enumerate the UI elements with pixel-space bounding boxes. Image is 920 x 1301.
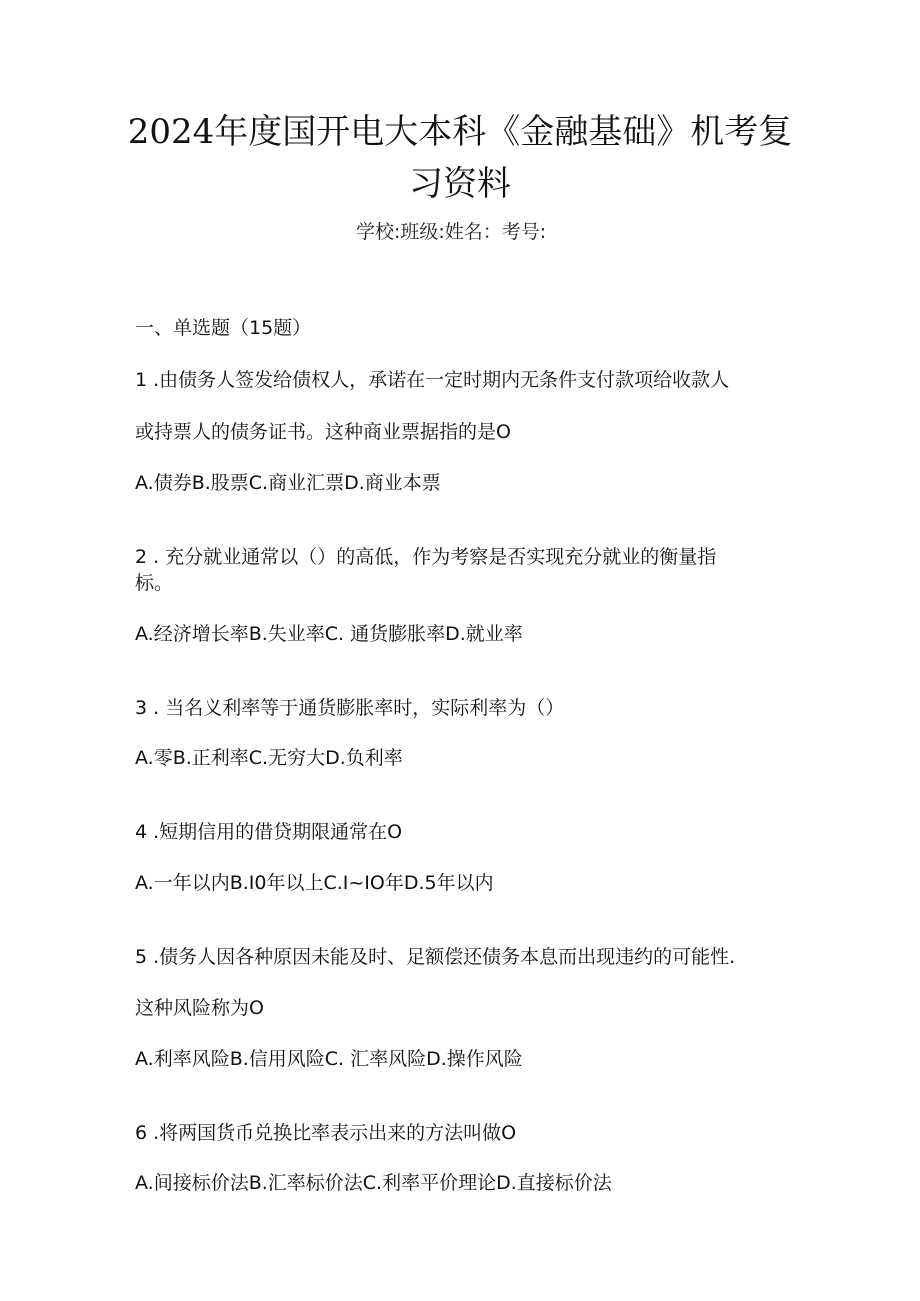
question-2-options: A.经济增长率B.失业率C. 通货膨胀率D.就业率: [135, 623, 523, 645]
question-6-stem-line-1: 6 .将两国货币兑换比率表示出来的方法叫做O: [135, 1122, 517, 1144]
question-1-stem-line-1: 1 .由债务人签发给债权人，承诺在一定时期内无条件支付款项给收款人: [135, 369, 730, 391]
question-1-options: A.债券B.股票C.商业汇票D.商业本票: [135, 472, 441, 494]
question-2-stem-line-1: 2 . 充分就业通常以（）的高低，作为考察是否实现充分就业的衡量指: [135, 546, 717, 568]
question-6-options: A.间接标价法B.汇率标价法C.利率平价理论D.直接标价法: [135, 1172, 612, 1194]
question-3-stem-line-1: 3 . 当名义利率等于通货膨胀率时，实际利率为（）: [135, 697, 565, 719]
question-4-stem-line-1: 4 .短期信用的借贷期限通常在O: [135, 821, 403, 843]
question-5-stem-line-2: 这种风险称为O: [135, 997, 264, 1019]
document-title-line-1: 2024年度国开电大本科《金融基础》机考复: [127, 112, 793, 152]
question-3-options: A.零B.正利率C.无穷大D.负利率: [135, 747, 403, 769]
question-4-options: A.一年以内B.I0年以上C.I~IO年D.5年以内: [135, 872, 494, 894]
question-5-stem-line-1: 5 .债务人因各种原因未能及时、足额偿还债务本息而出现违约的可能性.: [135, 946, 736, 968]
question-2-stem-line-2: 标。: [135, 572, 174, 594]
document-title-line-2: 习资料: [409, 164, 511, 204]
question-1-stem-line-2: 或持票人的债务证书。这种商业票据指的是O: [135, 421, 511, 443]
student-info-line: 学校:班级:姓名：考号:: [356, 221, 547, 243]
section-heading: 一、单选题（15题）: [135, 317, 312, 339]
question-5-options: A.利率风险B.信用风险C. 汇率风险D.操作风险: [135, 1048, 523, 1070]
